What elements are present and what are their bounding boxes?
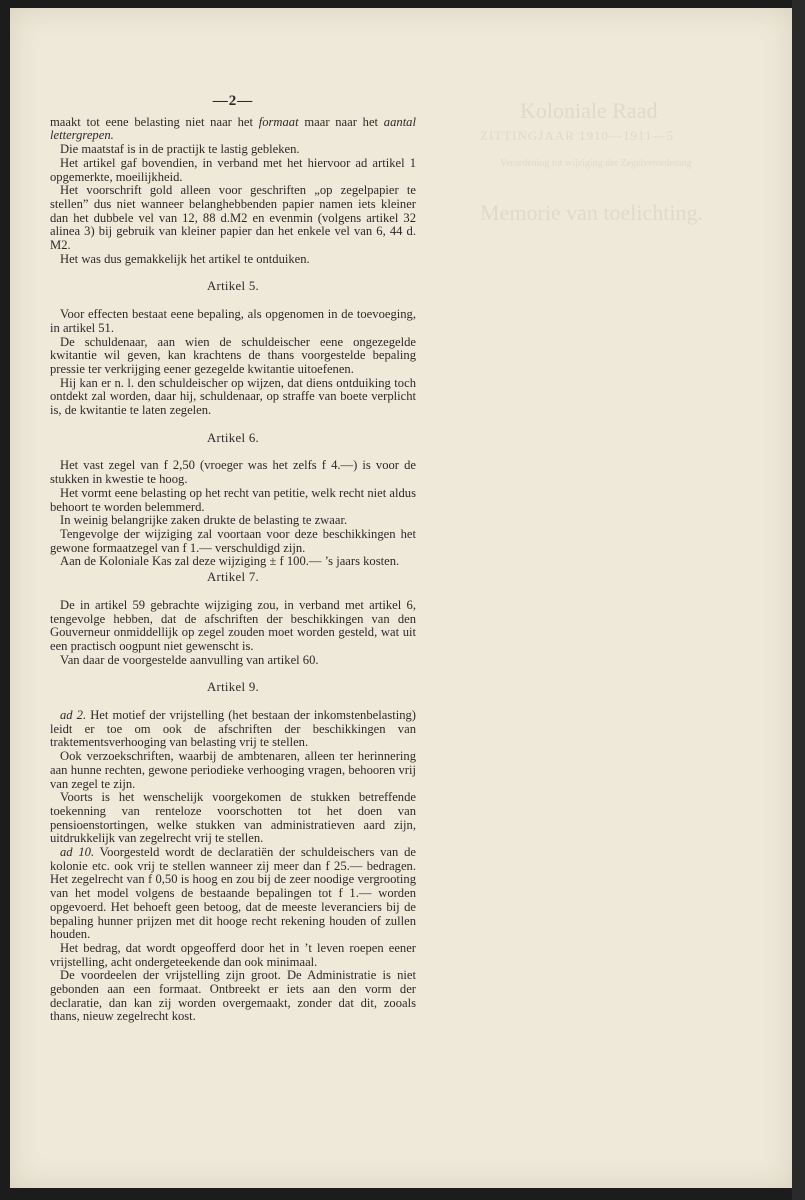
paragraph: Het vast zegel van f 2,50 (vroeger was het zelfs f 4.—) is voor de stukken in kwestie te hoog. [50,458,416,487]
paragraph: Aan de Koloniale Kas zal deze wijziging ± f 100.— ’s jaars kosten. [60,554,400,569]
bleed-through-text [480,88,780,288]
paragraph: Het vormt eene belasting op het recht van petitie, welk recht niet aldus behoort te worden belemmerd. [50,485,416,514]
italic-run: ad 10. [60,845,95,860]
italic-run: aantal lettergrepen. [50,114,416,143]
paragraph: Het bedrag, dat wordt opgeofferd door het in ’t leven roepen eener vrijstelling, acht ondergeteekende dan ook minimaal. [50,940,416,969]
paragraph: Die maatstaf is in de practijk te lastig gebleken. [60,142,300,157]
paragraph: Het voorschrift gold alleen voor geschriften „op zegelpapier te stellen” dus niet wanneer belanghebbenden papier namen iets kleiner dan het dubbele vel van 12, 88 d.M2 en evenmin (volgens artikel 32 alinea 3) bij gebruik van kleiner papier dan het enkele vel van 6, 44 d. M2. [50,183,416,253]
paragraph [50,709,416,750]
paragraph: In weinig belangrijke zaken drukte de belasting te zwaar. [60,513,348,528]
section-heading: Artikel 9. [206,680,260,695]
paragraph: Het was dus gemakkelijk het artikel te ontduiken. [60,251,310,266]
section-heading: Artikel 7. [206,570,260,585]
bleed-line: Memorie van toelichting. [480,200,703,225]
text-run: Het motief der vrijstelling (het bestaan der inkomstenbelasting) leidt er toe om ook de afschriften der beschikkingen van traktementsverhooging van belasting vrij te stellen. [50,708,417,750]
paragraph: Voorts is het wenschelijk voorgekomen de stukken betreffende toekenning van renteloze voorschotten tot het doen van pensioenstortingen, welke stukken van administratieven aard zijn, uitdrukkelijk van zegelrecht vrij te stellen. [50,790,416,846]
paragraph [50,116,416,143]
paragraph: Ook verzoekschriften, waarbij de ambtenaren, alleen ter herinnering aan hunne rechten, gewone periodieke verhooging vragen, behooren vrij van zegel te zijn. [50,749,416,791]
paragraph: Tengevolge der wijziging zal voortaan voor deze beschikkingen het gewone formaatzegel van f 1.— verschuldigd zijn. [50,526,416,555]
italic-run: ad 2. [60,708,87,723]
body-text [50,95,416,1024]
paragraph: Van daar de voorgestelde aanvulling van artikel 60. [60,652,319,667]
paragraph: Het artikel gaf bovendien, in verband met het hiervoor ad artikel 1 opgemerkte, moeilijkheid. [50,155,416,184]
page-edge [792,0,805,1200]
text-run: maar naar het [298,114,384,129]
paragraph [50,846,416,942]
paragraph: De in artikel 59 gebrachte wijziging zou, in verband met artikel 6, tengevolge hebben, dat de afschriften der beschikkingen van den Gouverneur onmiddellijk op zegel zouden moet worden gesteld, wat uit een practisch oogpunt niet gewenscht is. [50,597,416,653]
page-number: —2— [212,93,254,109]
section-heading: Artikel 6. [206,430,260,445]
paragraph: Voor effecten bestaat eene bepaling, als opgenomen in de toevoeging, in artikel 51. [50,307,416,335]
bleed-line: Verordening tot wijziging der Zegelverordening [500,158,692,169]
text-run: maakt tot eene belasting niet naar het [50,114,259,129]
italic-run: formaat [258,114,299,129]
section-heading: Artikel 5. [206,279,260,294]
text-run: Voorgesteld wordt de declaratiën der schuldeischers van de kolonie etc. ook vrij te stellen wanneer zij meer dan f 25.— bedragen. Het zegelrecht van f 0,50 is hoog en zou bij de zeer noodige vergrooting van het model volgens de bestaande bepalingen tot f 1.— worden opgevoerd. Het behoeft geen betoog, dat de meeste leveranciers bij de bepaling hunner prijzen met dit hooge recht rekening houden of zullen houden. [50,845,416,942]
paragraph: De schuldenaar, aan wien de schuldeischer eene ongezegelde kwitantie wil geven, kan krachtens de thans voorgestelde bepaling pressie ter verkrijging eener gezegelde kwitantie uitoefenen. [50,334,416,376]
paragraph: De voordeelen der vrijstelling zijn groot. De Administratie is niet gebonden aan een formaat. Ontbreekt er iets aan den vorm der declaratie, dan kan zij worden overgemaakt, zonder dat dit, zooals thans, nieuw zegelrecht kost. [50,968,416,1024]
paragraph: Hij kan er n. l. den schuldeischer op wijzen, dat diens ontduiking toch ontdekt zal worden, daar hij, schuldenaar, op straffe van boete verplicht is, de kwitantie te laten zegelen. [50,375,416,418]
bleed-line: Koloniale Raad [520,98,658,123]
bleed-line: ZITTINGJAAR 1910—1911—5 [480,128,675,143]
